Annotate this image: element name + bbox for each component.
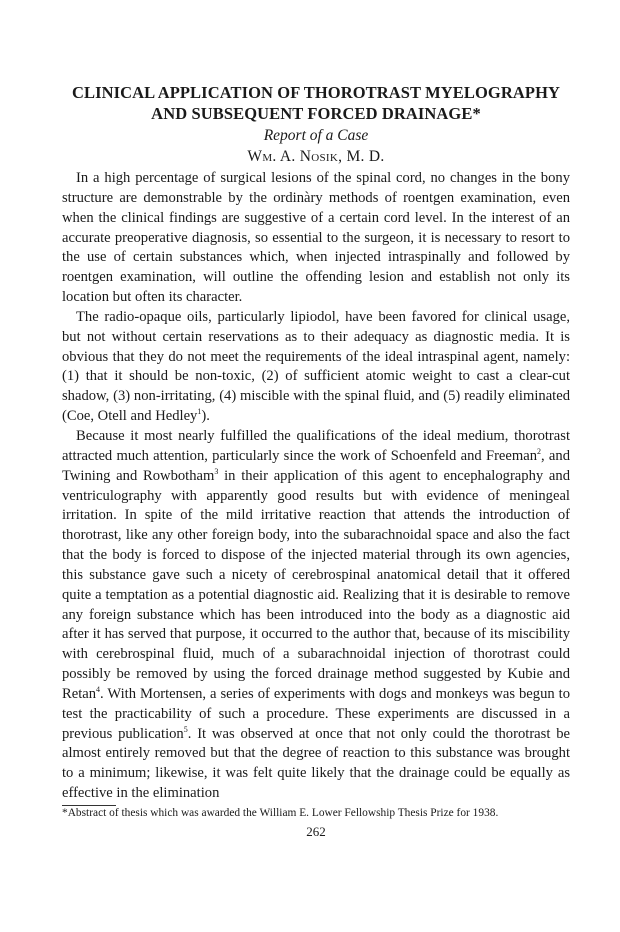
page-number: 262: [306, 824, 326, 839]
paragraph-2: [62, 308, 570, 427]
paragraph-3-text-d: . With Mortensen, a series of experiments with dogs and monkeys was begun to test the practicability of such a procedure. These experiments are discussed in a previous publication: [62, 685, 570, 742]
reference-3: 3: [214, 466, 219, 476]
paragraph-3-text-c: in their application of this agent to encephalography and ventriculography with apparently good results but with evidence of meningeal irritation. In spite of the mild irritative reaction that attends the introduction of thorotrast, like any other foreign body, into the subarachnoidal space and also the fact that the body is forced to dispose of the injected material through its own agencies, this substance gave such a nicety of cerebrospinal anatomical detail that it offered quite a temptation as a potential diagnostic aid. Realizing that it is desirable to remove any foreign substance which has been introduced into the body as a diagnostic aid after it has served that purpose, it occurred to the author that, because of its miscibility with cerebrospinal fluid, much of a subarachnoidal injection of thorotrast could possibly be removed by using the forced drainage method suggested by Kubie and Retan: [62, 467, 570, 702]
author-name: Wm. A. Nosik, M. D.: [247, 148, 385, 165]
footnote: *Abstract of thesis which was awarded the William E. Lower Fellowship Thesis Prize for 1938.: [62, 807, 499, 819]
article-title: [62, 82, 570, 124]
title-line-2: AND SUBSEQUENT FORCED DRAINAGE*: [151, 104, 481, 123]
reference-1: 1: [197, 407, 202, 417]
paragraph-1: In a high percentage of surgical lesions of the spinal cord, no changes in the bony structure are demonstrable by the ordinàry methods of roentgen examination, even when the clinical findings are suggestive of a certain cord level. In the interest of an accurate preoperative diagnosis, so essential to the surgeon, it is necessary to resort to the use of certain substances which, when injected intraspinally and followed by roentgen examination, will outline the offending lesion and establish not only its location but often its character.: [62, 170, 570, 306]
paragraph-3-text-a: Because it most nearly fulfilled the qualifications of the ideal medium, thorotrast attracted much attention, particularly since the work of Schoenfeld and Freeman: [62, 427, 570, 464]
reference-2: 2: [537, 446, 542, 456]
article-body: [62, 169, 570, 804]
reference-5: 5: [183, 724, 188, 734]
paragraph-3-text-e: . It was observed at once that not only could the thorotrast be almost entirely removed but that the degree of reaction to this substance was brought to a minimum; likewise, it was felt quite likely that the drainage could be equally as effective in the elimination: [62, 725, 570, 802]
paragraph-3: [62, 427, 570, 804]
paragraph-3-text-b: , and Twining and Rowbotham: [62, 447, 570, 484]
reference-4: 4: [96, 684, 101, 694]
article-subtitle: Report of a Case: [263, 127, 369, 144]
paragraph-2-text: The radio-opaque oils, particularly lipiodol, have been favored for clinical usage, but not without certain reservations as to their adequacy as diagnostic media. It is obvious that they do not meet the requirements of the ideal intraspinal agent, namely: (1) that it should be non-toxic, (2) of sufficient atomic weight to cast a clear-cut shadow, (3) non-irritating, (4) miscible with the spinal fluid, and (5) readily eliminated (Coe, Otell and Hedley: [62, 308, 570, 425]
title-line-1: CLINICAL APPLICATION OF THOROTRAST MYELOGRAPHY: [71, 83, 561, 102]
article-page: [62, 82, 570, 840]
paragraph-2-end: ).: [201, 408, 210, 425]
